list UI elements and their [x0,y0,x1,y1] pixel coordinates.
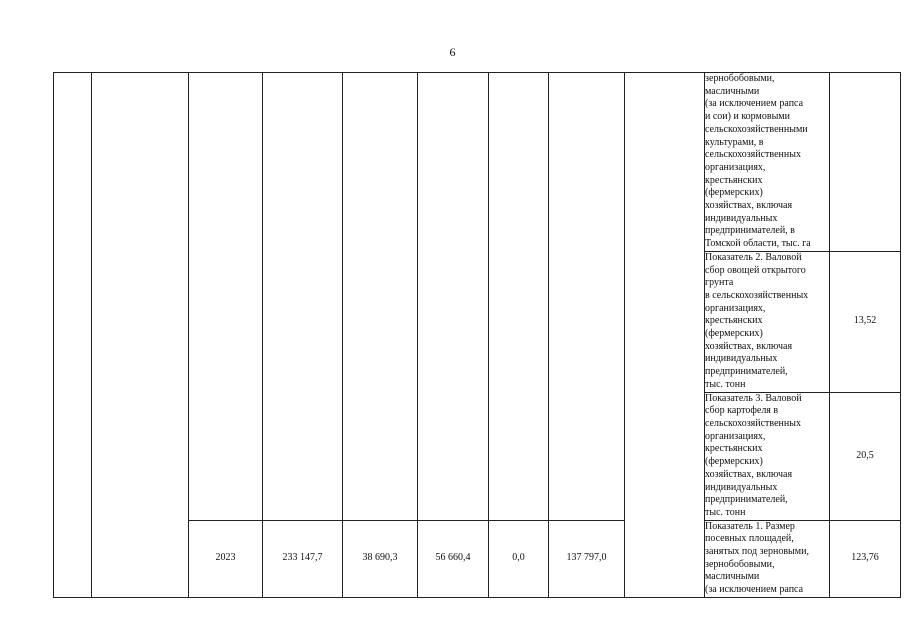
indicator-value: 20,5 [830,392,901,520]
indicator-text: Показатель 2. Валовой сбор овощей открытого грунта в сельскохозяйственных организациях, крестьянских (фермерских) хозяйствах, включая индивидуальных предпринимателей, тыс. тонн [705,251,830,392]
indicator-value: 13,52 [830,251,901,392]
program-table [53,72,901,598]
indicator-text: Показатель 3. Валовой сбор картофеля в сельскохозяйственных организациях, крестьянских (фермерских) хозяйствах, включая индивидуальных предпринимателей, тыс. тонн [705,392,830,520]
indicator-value [830,73,901,252]
empty-cell-other [549,73,625,521]
regional-budget-cell: 56 660,4 [418,520,489,597]
empty-cell-number [54,73,92,598]
other-sources-cell: 137 797,0 [549,520,625,597]
empty-cell-responsible [625,73,705,598]
empty-cell-name [92,73,189,598]
empty-cell-total [263,73,343,521]
page-number: 6 [449,45,456,59]
indicator-text: Показатель 1. Размер посевных площадей, занятых под зерновыми, зернобобовыми, масличными (за исключением рапса [705,520,830,597]
empty-cell-local [489,73,549,521]
federal-budget-cell: 38 690,3 [343,520,418,597]
empty-cell-year [189,73,263,521]
empty-cell-regional [418,73,489,521]
local-budget-cell: 0,0 [489,520,549,597]
empty-cell-federal [343,73,418,521]
indicator-value: 123,76 [830,520,901,597]
total-cell: 233 147,7 [263,520,343,597]
indicator-text: зернобобовыми, масличными (за исключением рапса и сои) и кормовыми сельскохозяйственными культурами, в сельскохозяйственных организациях, крестьянских (фермерских) хозяйствах, включая индивидуальных предпринимателей, в Томской области, тыс. га [705,73,830,252]
year-cell: 2023 [189,520,263,597]
